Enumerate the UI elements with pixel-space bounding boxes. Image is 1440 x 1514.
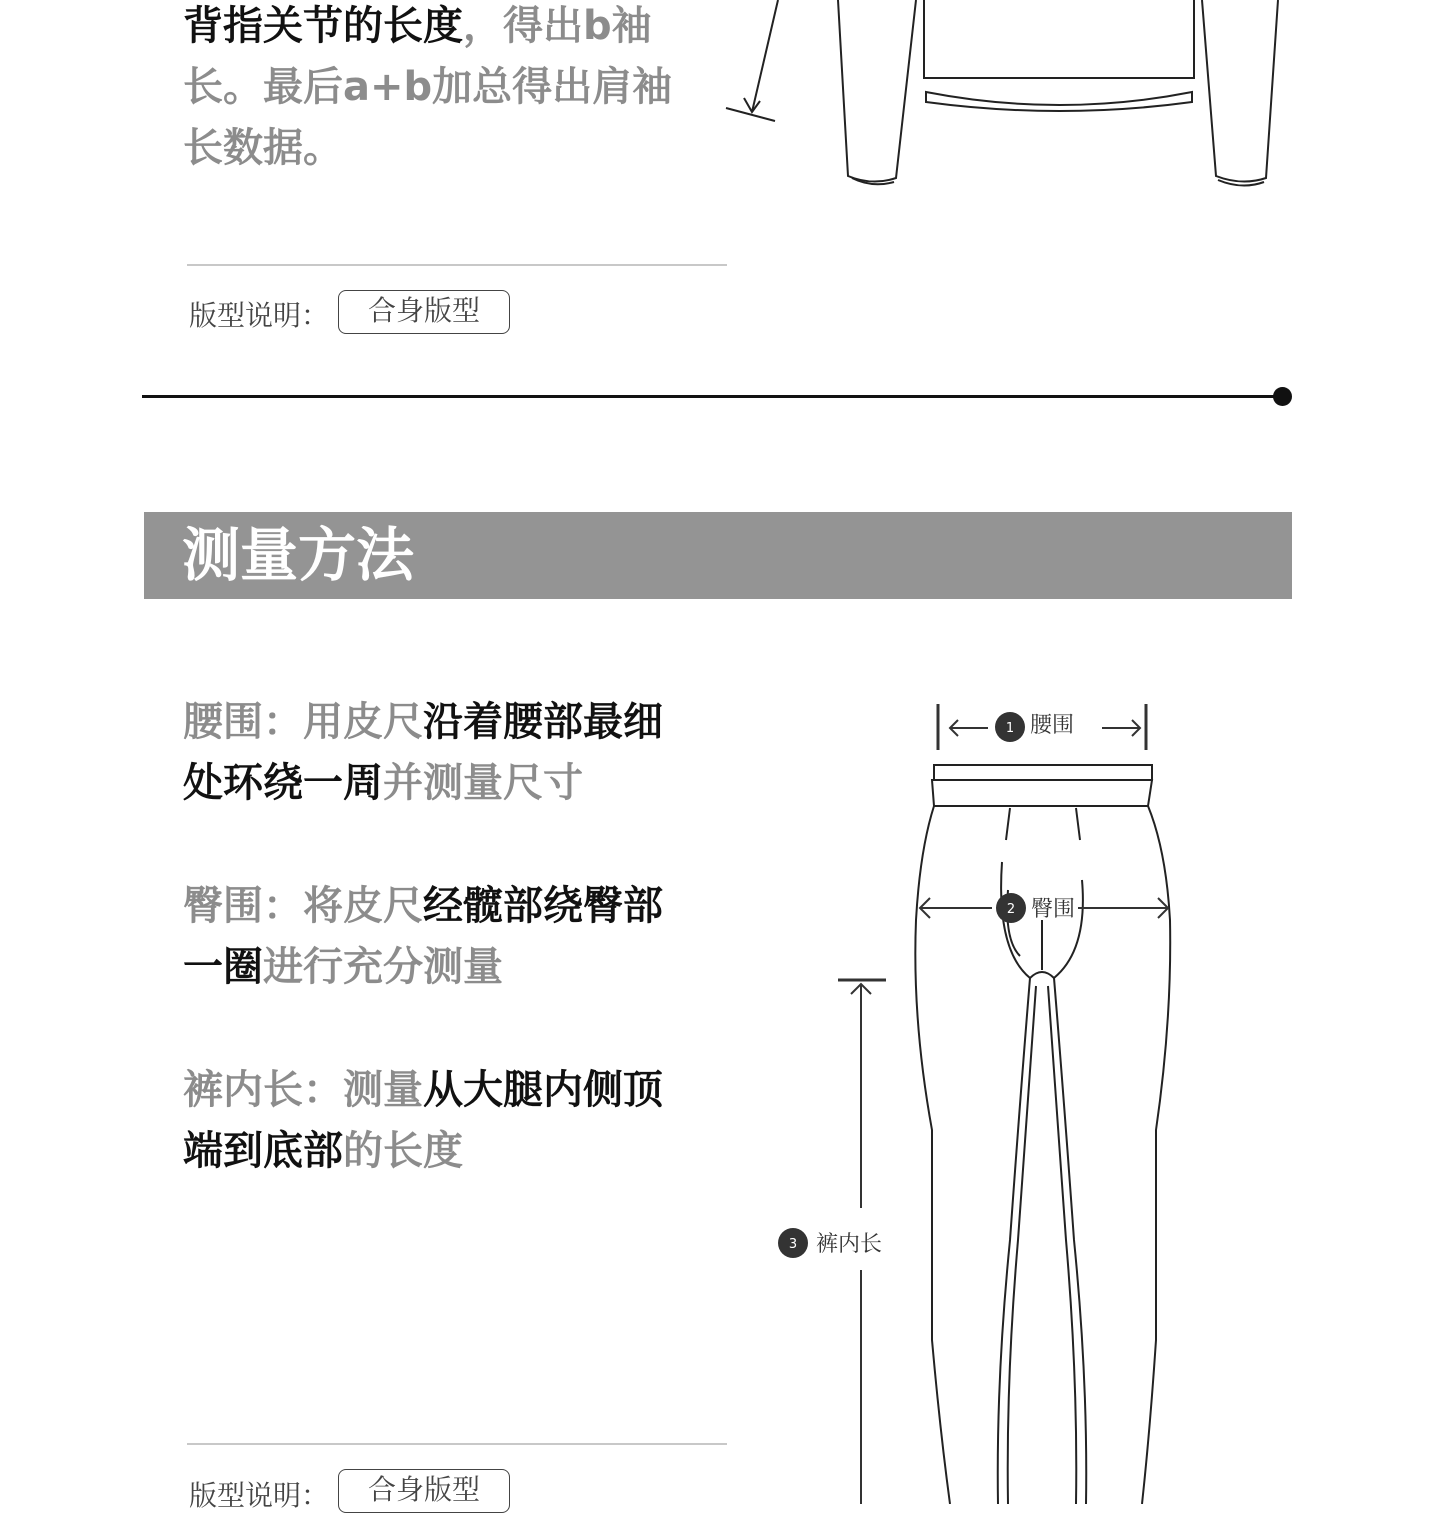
banner-title: 测量方法: [182, 521, 415, 589]
waist-instruction: [183, 692, 663, 814]
text-line: [183, 753, 663, 814]
inseam-instruction: [183, 1060, 663, 1182]
text-line: [183, 937, 663, 998]
text-segment: 并测量尺寸: [383, 760, 583, 806]
text-line: [183, 1060, 663, 1121]
text-segment: ，得出b袖: [463, 3, 652, 49]
bottom-divider: [187, 1443, 727, 1445]
top-garment-illustration: [720, 0, 1300, 200]
hip-diagram-label: 臀围: [1031, 897, 1076, 922]
hip-instruction: [183, 876, 663, 998]
pants-left-leg-outline: [915, 806, 950, 1504]
text-segment: 从大腿内侧顶: [423, 1067, 663, 1113]
text-segment: 沿着腰部最细: [423, 699, 663, 745]
text-segment: 的长度: [343, 1128, 463, 1174]
text-line: [183, 1121, 663, 1182]
text-line: [183, 118, 672, 179]
text-segment: 一圈: [183, 944, 263, 990]
fit-label: 版型说明：: [189, 299, 330, 332]
fit-badge-bottom: 合身版型: [338, 1469, 510, 1513]
fit-label-bottom: 版型说明：: [189, 1479, 330, 1512]
text-segment: 端到底部: [183, 1128, 343, 1174]
pants-waistband: [934, 765, 1152, 780]
section-separator-line: [142, 395, 1282, 398]
text-segment: 长数据。: [183, 125, 343, 171]
text-line: [183, 692, 663, 753]
top-divider: [187, 264, 727, 266]
text-line: [183, 876, 663, 937]
pants-measurement-diagram: [760, 690, 1200, 1504]
text-line: [183, 0, 672, 57]
section-banner: [144, 512, 1292, 599]
waist-number: 1: [1005, 721, 1015, 736]
shoulder-sleeve-paragraph: [183, 0, 672, 179]
text-segment: 臀围：将皮尺: [183, 883, 423, 929]
text-line: [183, 57, 672, 118]
inseam-number: 3: [788, 1237, 798, 1252]
text-segment: 长。最后a+b加总得出肩袖: [183, 64, 673, 110]
inseam-diagram-label: 裤内长: [816, 1232, 883, 1257]
text-segment: 背指关节的长度: [183, 3, 463, 49]
text-segment: 裤内长：测量: [183, 1067, 423, 1113]
text-segment: 经髋部绕臀部: [423, 883, 663, 929]
waist-diagram-label: 腰围: [1030, 713, 1075, 738]
section-separator-dot: [1273, 387, 1292, 406]
text-segment: 处环绕一周: [183, 760, 383, 806]
text-segment: 腰围：用皮尺: [183, 699, 423, 745]
hip-number: 2: [1006, 902, 1016, 917]
text-segment: 进行充分测量: [263, 944, 503, 990]
fit-badge: 合身版型: [338, 290, 510, 334]
